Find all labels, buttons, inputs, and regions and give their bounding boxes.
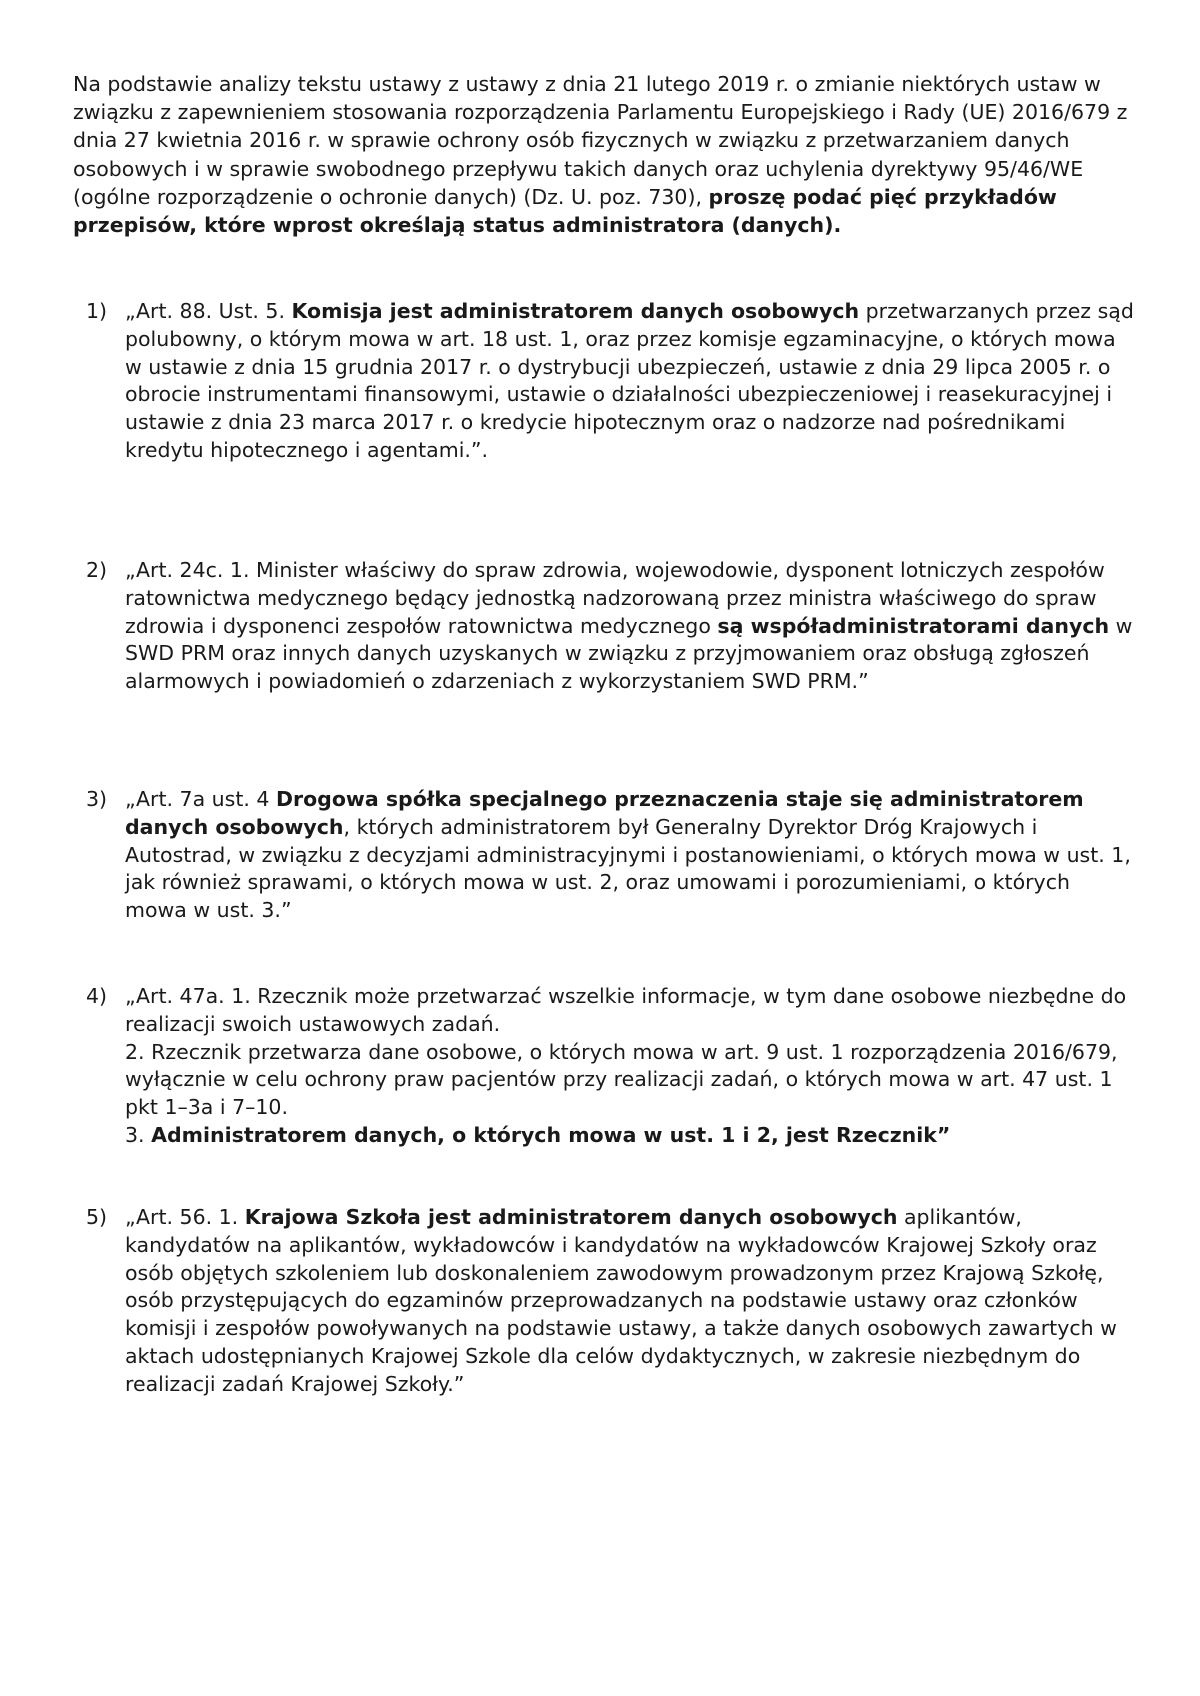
item-text	[125, 298, 1136, 465]
item-text-pre: „Art. 88. Ust. 5.	[125, 299, 292, 323]
item-number: 5)	[86, 1205, 108, 1229]
item-text-line-2: 2. Rzecznik przetwarza dane osobowe, o których mowa w art. 9 ust. 1 rozporządzenia 2016/679, wyłącznie w celu ochrony praw pacjentów przy realizacji zadań, o których mowa w art. 47 ust. 1 pkt 1–3a i 7–10.	[125, 1039, 1118, 1120]
item-number: 2)	[86, 558, 108, 582]
intro-question: proszę podać pięć przykładów przepisów, które wprost określają status administratora (danych).	[73, 184, 1057, 238]
intro-text: Na podstawie analizy tekstu ustawy z ustawy z dnia 21 lutego 2019 r. o zmianie niektórych ustaw w związku z zapewnieniem stosowania rozporządzenia Parlamentu Europejskiego i Rady (UE) 2016/679 z dnia 27 kwietnia 2016 r. w sprawie ochrony osób fizycznych w związku z przetwarzaniem danych osobowych i w sprawie swobodnego przepływu takich danych oraz uchylenia dyrektywy 95/46/WE (ogólne rozporządzenie o ochronie danych) (Dz. U. poz. 730),	[73, 72, 1128, 209]
item-text-post: aplikantów, kandydatów na aplikantów, wykładowców i kandydatów na wykładowców Krajowej Szkoły oraz osób objętych szkoleniem lub doskonaleniem zawodowym prowadzonym przez Krajową Szkołę, osób przystępujących do egzaminów przeprowadzanych na podstawie ustawy oraz członków komisji i zespołów powoływanych na podstawie ustawy, a także danych osobowych zawartych w aktach udostępnianych Krajowej Szkole dla celów dydaktycznych, w zakresie niezbędnym do realizacji zadań Krajowej Szkoły.”	[125, 1205, 1117, 1396]
item-number: 4)	[86, 984, 108, 1008]
item-text-pre: „Art. 7a ust. 4	[125, 787, 276, 811]
list-item-3	[86, 786, 1136, 925]
item-text-pre: 3.	[125, 1122, 152, 1147]
list-item-5	[86, 1204, 1136, 1399]
intro-paragraph	[73, 70, 1133, 239]
item-number: 1)	[86, 299, 108, 323]
item-text-line-1: „Art. 47a. 1. Rzecznik może przetwarzać wszelkie informacje, w tym dane osobowe niezbędne do realizacji swoich ustawowych zadań.	[125, 984, 1127, 1036]
list-item-2	[86, 557, 1136, 696]
list-item-4	[86, 983, 1136, 1150]
item-text	[125, 1204, 1136, 1399]
item-text-bold: Administratorem danych, o których mowa w ust. 1 i 2, jest Rzecznik”	[151, 1122, 951, 1147]
item-text-bold: Krajowa Szkoła jest administratorem danych osobowych	[244, 1205, 898, 1229]
item-text	[125, 557, 1136, 696]
item-text-bold: są współadministratorami danych	[717, 613, 1110, 638]
list-item-1	[86, 298, 1136, 465]
item-text-bold: Komisja jest administratorem danych osobowych	[291, 299, 860, 323]
item-text-line-3	[125, 1122, 1136, 1150]
item-text-post: w SWD PRM oraz innych danych uzyskanych w związku z przyjmowaniem oraz obsługą zgłoszeń alarmowych i powiadomień o zdarzeniach z wykorzystaniem SWD PRM.”	[125, 613, 1133, 694]
item-text-pre: „Art. 24c. 1. Minister właściwy do spraw zdrowia, wojewodowie, dysponent lotniczych zespołów ratownictwa medycznego będący jednostką nadzorowaną przez ministra właściwego do spraw zdrowia i dysponenci zespołów ratownictwa medycznego	[125, 558, 1105, 638]
item-text	[125, 786, 1136, 925]
item-number: 3)	[86, 787, 108, 811]
item-text-pre: „Art. 56. 1.	[125, 1205, 245, 1229]
item-text-post: przetwarzanych przez sąd polubowny, o którym mowa w art. 18 ust. 1, oraz przez komisje egzaminacyjne, o których mowa w ustawie z dnia 15 grudnia 2017 r. o dystrybucji ubezpieczeń, ustawie z dnia 29 lipca 2005 r. o obrocie instrumentami finansowymi, ustawie o działalności ubezpieczeniowej i reasekuracyjnej i ustawie z dnia 23 marca 2017 r. o kredycie hipotecznym oraz o nadzorze nad pośrednikami kredytu hipotecznego i agentami.”.	[125, 299, 1134, 462]
item-text-bold: Drogowa spółka specjalnego przeznaczenia staje się administratorem danych osobowych	[125, 787, 1084, 839]
item-text-post: , których administratorem był Generalny Dyrektor Dróg Krajowych i Autostrad, w związku z decyzjami administracyjnymi i postanowieniami, o których mowa w ust. 1, jak również sprawami, o których mowa w ust. 2, oraz umowami i porozumieniami, o których mowa w ust. 3.”	[125, 814, 1131, 923]
